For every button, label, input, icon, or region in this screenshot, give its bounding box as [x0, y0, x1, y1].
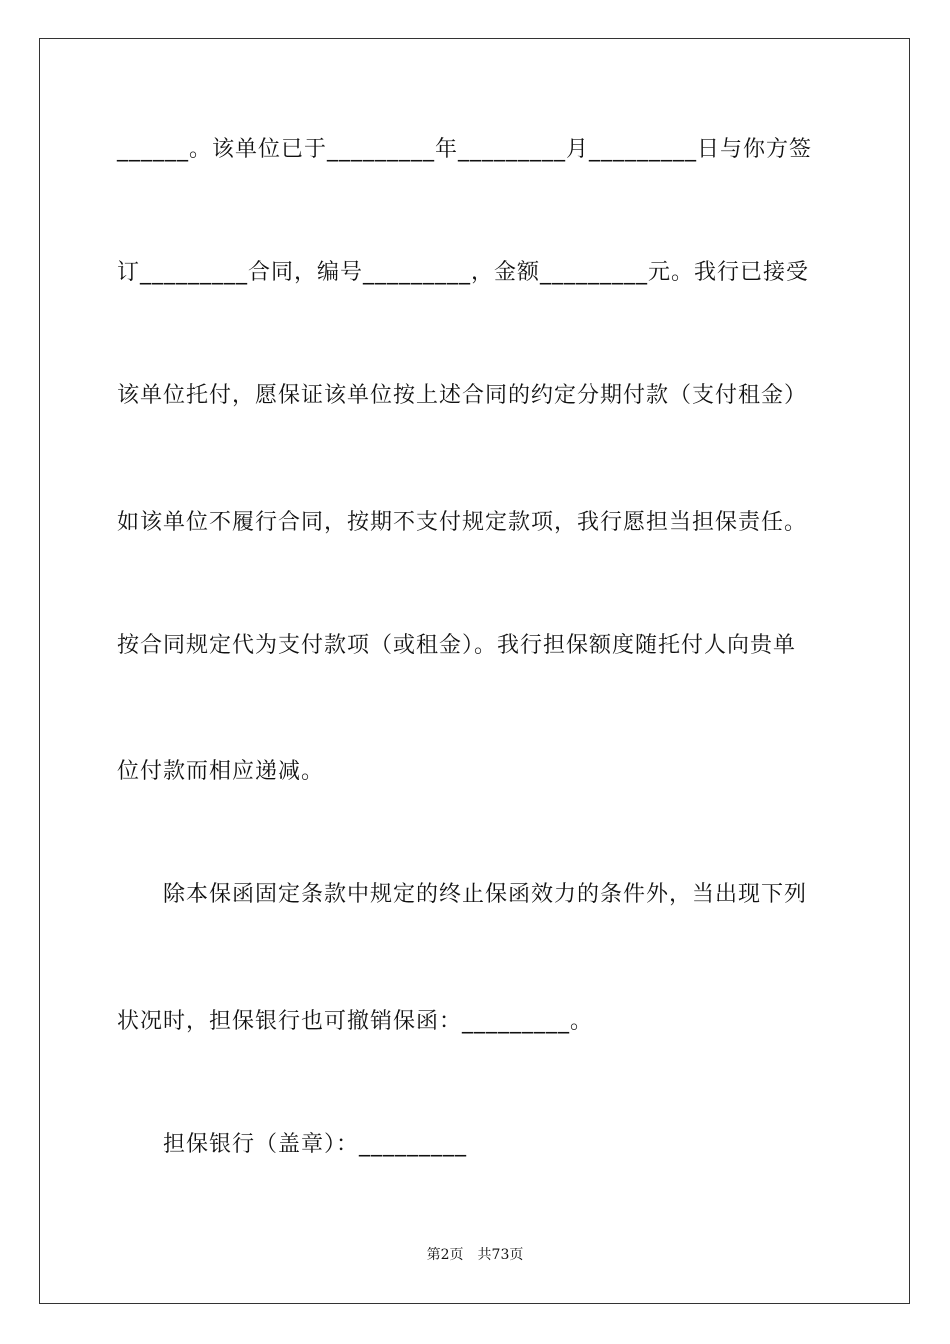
body-line-5: 按合同规定代为支付款项（或租金）。我行担保额度随托付人向贵单: [117, 633, 797, 658]
body-line-2: 订_________合同，编号_________，金额_________元。我行已接受: [117, 260, 810, 285]
page-number-footer: 第2页 共73页: [426, 1247, 524, 1263]
body-line-1: ______。该单位已于_________年_________月_________日与你方签: [117, 137, 813, 162]
signature-line: 担保银行（盖章）：_________: [163, 1132, 468, 1157]
body-line-7: 除本保函固定条款中规定的终止保函效力的条件外，当出现下列: [163, 882, 808, 907]
body-line-6: 位付款而相应递减。: [117, 759, 325, 784]
body-line-4: 如该单位不履行合同，按期不支付规定款项，我行愿担当担保责任。: [117, 510, 808, 535]
page-border: [39, 38, 910, 1304]
body-line-3: 该单位托付，愿保证该单位按上述合同的约定分期付款（支付租金）: [117, 383, 808, 408]
body-line-8: 状况时，担保银行也可撤销保函：_________。: [117, 1009, 594, 1034]
